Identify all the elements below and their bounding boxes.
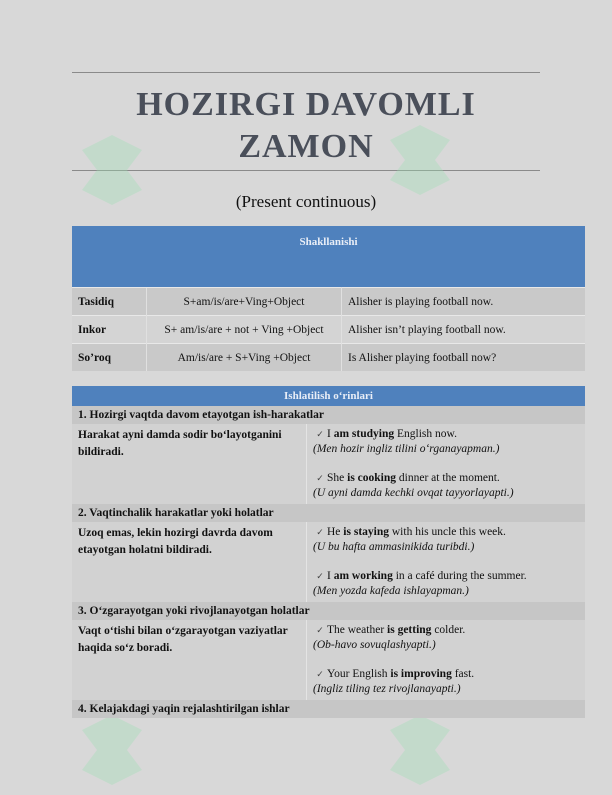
top-rule [72,72,540,73]
table-row [72,620,585,700]
check-icon: ✓ [316,571,324,581]
example-line: ✓ The weather is getting colder. [313,623,579,638]
row-label: Inkor [72,316,147,344]
section-heading: 3. O‘zgarayotgan yoki rivojlanayotgan holatlar [72,602,585,620]
section-examples [307,620,586,700]
row-example: Is Alisher playing football now? [342,344,586,372]
section-heading: 2. Vaqtinchalik harakatlar yoki holatlar [72,504,585,522]
title-line-1: HOZIRGI DAVOMLI [136,86,476,123]
row-example: Alisher is playing football now. [342,288,586,316]
form-table-header: Shakllanishi [72,226,585,288]
section-heading: 4. Kelajakdagi yaqin rejalashtirilgan ishlar [72,700,585,718]
example-translation: (U ayni damda kechki ovqat tayyorlayapti.) [313,487,514,499]
check-icon: ✓ [316,429,324,439]
section-description: Vaqt o‘tishi bilan o‘zgarayotgan vaziyatlar haqida so‘z boradi. [72,620,307,700]
section-examples [307,424,586,504]
row-formula: Am/is/are + S+Ving +Object [147,344,342,372]
watermark-logo [72,710,152,790]
table-row [72,316,585,344]
example-translation: (Ob-havo sovuqlashyapti.) [313,639,436,651]
row-formula: S+am/is/are+Ving+Object [147,288,342,316]
example-translation: (Men yozda kafeda ishlayapman.) [313,585,469,597]
section-description: Harakat ayni damda sodir bo‘layotganini bildiradi. [72,424,307,504]
page-subtitle: (Present continuous) [235,192,377,211]
watermark-logo [380,120,460,200]
row-label: So’roq [72,344,147,372]
table-row [72,424,585,504]
usage-table [72,386,585,718]
row-example: Alisher isn’t playing football now. [342,316,586,344]
example-translation: (Men hozir ingliz tilini o‘rganayapman.) [313,443,500,455]
example-line: ✓ I am studying English now. [313,427,579,442]
example-translation: (Ingliz tiling tez rivojlanayapti.) [313,683,461,695]
table-row [72,288,585,316]
watermark-logo [72,130,152,210]
example-translation: (U bu hafta ammasinikida turibdi.) [313,541,475,553]
table-row [72,344,585,372]
form-table [72,226,585,371]
section-examples [307,522,586,602]
check-icon: ✓ [316,473,324,483]
check-icon: ✓ [316,527,324,537]
section-description: Uzoq emas, lekin hozirgi davrda davom etayotgan holatni bildiradi. [72,522,307,602]
usage-table-header: Ishlatilish o‘rinlari [72,386,585,406]
example-line: ✓ She is cooking dinner at the moment. [313,471,579,486]
check-icon: ✓ [316,669,324,679]
title-line-2: ZAMON [238,128,374,165]
example-line: ✓ He is staying with his uncle this week. [313,525,579,540]
check-icon: ✓ [316,625,324,635]
example-line: ✓ I am working in a café during the summer. [313,569,579,584]
section-heading: 1. Hozirgi vaqtda davom etayotgan ish-harakatlar [72,406,585,424]
row-label: Tasidiq [72,288,147,316]
row-formula: S+ am/is/are + not + Ving +Object [147,316,342,344]
example-line: ✓ Your English is improving fast. [313,667,579,682]
watermark-logo [380,710,460,790]
table-row [72,522,585,602]
